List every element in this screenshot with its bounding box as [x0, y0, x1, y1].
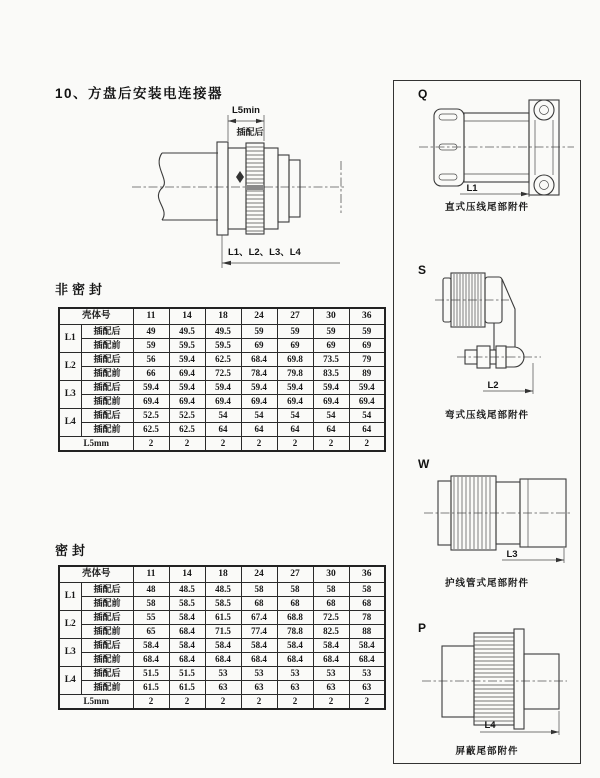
- condition-label-before: 插配前: [81, 653, 133, 667]
- dim-value-cell: 68: [277, 597, 313, 611]
- shell-number-cell: 11: [133, 566, 169, 583]
- dim-value-cell: 69.4: [169, 395, 205, 409]
- dim-value-cell: 69.4: [277, 395, 313, 409]
- dim-label-l3: L3: [506, 549, 518, 560]
- dimension-row: [59, 639, 385, 653]
- condition-label-before: 插配前: [81, 367, 133, 381]
- dim-value-cell: 68: [349, 597, 385, 611]
- dim-value-cell: 63: [205, 681, 241, 695]
- dim-value-cell: 49.5: [169, 325, 205, 339]
- shell-number-cell: 14: [169, 308, 205, 325]
- dim-group-label: L4: [59, 667, 81, 695]
- dim-value-cell: 69: [349, 339, 385, 353]
- dimension-row: [59, 325, 385, 339]
- dimension-row: [59, 409, 385, 423]
- condition-label-before: 插配前: [81, 597, 133, 611]
- dim-group-label: L3: [59, 639, 81, 667]
- dim-value-cell: 53: [313, 667, 349, 681]
- table-header-row: [59, 566, 385, 583]
- dim-value-cell: 58.4: [169, 611, 205, 625]
- dim-value-cell: 89: [349, 367, 385, 381]
- dimension-row: [59, 583, 385, 597]
- attachment-letter-w: W: [418, 457, 430, 471]
- condition-label-after: 插配后: [81, 639, 133, 653]
- attachment-caption-s: 弯式压线尾部附件: [444, 410, 529, 421]
- shell-number-cell: 18: [205, 308, 241, 325]
- main-connector-drawing: [128, 103, 350, 271]
- dim-value-cell: 58.4: [313, 639, 349, 653]
- dim-label-l5min: L5min: [232, 105, 260, 116]
- shell-number-cell: 24: [241, 566, 277, 583]
- dim-group-label: L2: [59, 353, 81, 381]
- shell-number-cell: 27: [277, 566, 313, 583]
- dim-value-cell: 54: [313, 409, 349, 423]
- shell-number-header: 壳体号: [59, 566, 133, 583]
- dim-value-cell: 54: [205, 409, 241, 423]
- dimension-row: [59, 353, 385, 367]
- l5-value-cell: 2: [133, 695, 169, 710]
- centerline: [132, 161, 346, 213]
- dim-value-cell: 54: [349, 409, 385, 423]
- dim-value-cell: 68: [241, 597, 277, 611]
- dim-value-cell: 62.5: [205, 353, 241, 367]
- dim-value-cell: 78: [349, 611, 385, 625]
- tail-attachments-panel: [393, 80, 581, 764]
- condition-label-before: 插配前: [81, 681, 133, 695]
- l5-value-cell: 2: [133, 437, 169, 452]
- dim-value-cell: 77.4: [241, 625, 277, 639]
- dim-value-cell: 69: [241, 339, 277, 353]
- l5-footer-row: [59, 695, 385, 710]
- l5-footer-row: [59, 437, 385, 452]
- table-header-row: [59, 308, 385, 325]
- condition-label-after: 插配后: [81, 353, 133, 367]
- dim-value-cell: 59: [277, 325, 313, 339]
- dim-value-cell: 53: [349, 667, 385, 681]
- dim-label-l4: L4: [484, 720, 496, 731]
- condition-label-before: 插配前: [81, 395, 133, 409]
- attachment-caption-p: 屏蔽尾部附件: [455, 746, 519, 757]
- condition-label-after: 插配后: [81, 667, 133, 681]
- shielded-adapter-drawing: [412, 627, 572, 739]
- dimension-l1: [460, 183, 529, 197]
- panel-break: [158, 153, 218, 220]
- shell-number-cell: 27: [277, 308, 313, 325]
- dim-value-cell: 68.4: [133, 653, 169, 667]
- dim-value-cell: 54: [277, 409, 313, 423]
- dim-value-cell: 59.4: [277, 381, 313, 395]
- dim-value-cell: 71.5: [205, 625, 241, 639]
- dim-value-cell: 78.8: [277, 625, 313, 639]
- dimension-row: [59, 339, 385, 353]
- dimension-row: [59, 423, 385, 437]
- dim-value-cell: 62.5: [133, 423, 169, 437]
- flange-plate: [217, 142, 228, 235]
- dim-value-cell: 82.5: [313, 625, 349, 639]
- dim-value-cell: 68.4: [313, 653, 349, 667]
- dim-value-cell: 59.5: [169, 339, 205, 353]
- dim-group-label: L2: [59, 611, 81, 639]
- dim-value-cell: 68: [313, 597, 349, 611]
- clamp-barrel: [464, 113, 529, 182]
- dim-value-cell: 58.5: [205, 597, 241, 611]
- dim-value-cell: 58.4: [169, 639, 205, 653]
- dim-value-cell: 58: [313, 583, 349, 597]
- l5-label-cell: L5mm: [59, 695, 133, 710]
- attachment-caption-w: 护线管式尾部附件: [444, 578, 529, 589]
- page-title: 10、方盘后安装电连接器: [55, 86, 224, 101]
- dimension-row: [59, 625, 385, 639]
- dim-value-cell: 58: [349, 583, 385, 597]
- dimension-l4: [480, 711, 559, 735]
- sealed-dimension-table: [58, 565, 386, 710]
- condition-label-after: 插配后: [81, 409, 133, 423]
- dim-value-cell: 61.5: [169, 681, 205, 695]
- dim-value-cell: 63: [241, 681, 277, 695]
- dim-value-cell: 69.4: [349, 395, 385, 409]
- dim-value-cell: 58.4: [241, 639, 277, 653]
- dim-value-cell: 63: [349, 681, 385, 695]
- dim-value-cell: 79: [349, 353, 385, 367]
- dim-value-cell: 59: [133, 339, 169, 353]
- dim-value-cell: 49: [133, 325, 169, 339]
- condition-label-before: 插配前: [81, 339, 133, 353]
- dim-value-cell: 69.4: [313, 395, 349, 409]
- adapter-body: [442, 629, 559, 729]
- dim-value-cell: 64: [277, 423, 313, 437]
- dim-value-cell: 69.8: [277, 353, 313, 367]
- attachment-letter-s: S: [418, 263, 427, 277]
- dim-value-cell: 63: [313, 681, 349, 695]
- tube-adapter-drawing: [412, 463, 572, 565]
- dim-value-cell: 67.4: [241, 611, 277, 625]
- dim-label-l1: L1: [466, 183, 478, 194]
- dim-value-cell: 59.4: [133, 381, 169, 395]
- saddle-screws: [529, 100, 559, 195]
- condition-label-after: 插配后: [81, 325, 133, 339]
- shell-number-cell: 18: [205, 566, 241, 583]
- elbow-clamp-drawing: [409, 267, 569, 399]
- condition-label-before: 插配前: [81, 625, 133, 639]
- dim-value-cell: 88: [349, 625, 385, 639]
- dim-value-cell: 51.5: [169, 667, 205, 681]
- dim-value-cell: 72.5: [313, 611, 349, 625]
- dimension-l1-l4: [222, 235, 340, 268]
- shell-number-cell: 24: [241, 308, 277, 325]
- dim-value-cell: 69.4: [169, 367, 205, 381]
- dim-value-cell: 68.4: [241, 353, 277, 367]
- index-diamond-marker: [236, 171, 244, 183]
- knurl-ridges: [474, 637, 514, 721]
- dim-value-cell: 62.5: [169, 423, 205, 437]
- section-label-sealed: 密封: [55, 543, 90, 558]
- section-label-unsealed: 非密封: [55, 282, 107, 297]
- dim-value-cell: 53: [241, 667, 277, 681]
- dim-value-cell: 68.4: [169, 625, 205, 639]
- attachment-letter-p: P: [418, 621, 427, 635]
- shell-number-cell: 30: [313, 308, 349, 325]
- dim-group-label: L4: [59, 409, 81, 437]
- dimension-row: [59, 681, 385, 695]
- knurled-coupling-ring: [246, 143, 264, 234]
- l5-value-cell: 2: [169, 437, 205, 452]
- dim-value-cell: 59.4: [349, 381, 385, 395]
- dim-value-cell: 52.5: [169, 409, 205, 423]
- dim-value-cell: 69.4: [133, 395, 169, 409]
- dim-label-after-mating: 插配后: [236, 127, 264, 137]
- dim-value-cell: 69: [313, 339, 349, 353]
- dim-value-cell: 59: [349, 325, 385, 339]
- shell-number-cell: 14: [169, 566, 205, 583]
- dim-value-cell: 58: [277, 583, 313, 597]
- l5-value-cell: 2: [349, 437, 385, 452]
- dim-value-cell: 48.5: [169, 583, 205, 597]
- attachment-caption-q: 直式压线尾部附件: [444, 202, 529, 213]
- dim-value-cell: 69.4: [205, 395, 241, 409]
- dim-value-cell: 64: [205, 423, 241, 437]
- attachment-letter-q: Q: [418, 87, 428, 101]
- dimension-row: [59, 653, 385, 667]
- dim-value-cell: 59.4: [169, 381, 205, 395]
- dim-value-cell: 68.4: [169, 653, 205, 667]
- dim-value-cell: 59.4: [169, 353, 205, 367]
- dim-value-cell: 61.5: [205, 611, 241, 625]
- dim-value-cell: 65: [133, 625, 169, 639]
- dim-value-cell: 53: [277, 667, 313, 681]
- dim-value-cell: 79.8: [277, 367, 313, 381]
- dim-value-cell: 58: [241, 583, 277, 597]
- unsealed-dimension-table: [58, 307, 386, 452]
- dim-value-cell: 64: [349, 423, 385, 437]
- dim-value-cell: 68.4: [205, 653, 241, 667]
- shell-number-cell: 36: [349, 566, 385, 583]
- dim-value-cell: 56: [133, 353, 169, 367]
- dim-value-cell: 53: [205, 667, 241, 681]
- dim-value-cell: 58.4: [133, 639, 169, 653]
- l5-value-cell: 2: [205, 437, 241, 452]
- dim-value-cell: 59.4: [241, 381, 277, 395]
- dim-value-cell: 68.8: [277, 611, 313, 625]
- dim-value-cell: 51.5: [133, 667, 169, 681]
- dim-value-cell: 69.4: [241, 395, 277, 409]
- condition-label-after: 插配后: [81, 381, 133, 395]
- dim-value-cell: 64: [313, 423, 349, 437]
- dimension-row: [59, 381, 385, 395]
- dim-value-cell: 63: [277, 681, 313, 695]
- condition-label-after: 插配后: [81, 611, 133, 625]
- l5-value-cell: 2: [241, 695, 277, 710]
- dim-value-cell: 58.4: [205, 639, 241, 653]
- dim-value-cell: 58: [133, 597, 169, 611]
- l5-value-cell: 2: [277, 437, 313, 452]
- l5-value-cell: 2: [313, 695, 349, 710]
- dim-value-cell: 52.5: [133, 409, 169, 423]
- shell-number-header: 壳体号: [59, 308, 133, 325]
- dim-value-cell: 68.4: [349, 653, 385, 667]
- dimension-l3: [502, 548, 564, 563]
- shell-number-cell: 36: [349, 308, 385, 325]
- shell-number-cell: 30: [313, 566, 349, 583]
- dim-value-cell: 58.4: [349, 639, 385, 653]
- dim-value-cell: 48: [133, 583, 169, 597]
- clamp-nut: [434, 109, 464, 186]
- l5-label-cell: L5mm: [59, 437, 133, 452]
- l5-value-cell: 2: [169, 695, 205, 710]
- condition-label-after: 插配后: [81, 583, 133, 597]
- dim-value-cell: 48.5: [205, 583, 241, 597]
- dim-value-cell: 78.4: [241, 367, 277, 381]
- l5-value-cell: 2: [277, 695, 313, 710]
- dim-label-l2: L2: [487, 380, 499, 391]
- dim-value-cell: 68.4: [241, 653, 277, 667]
- dim-value-cell: 59: [241, 325, 277, 339]
- dimension-row: [59, 367, 385, 381]
- dim-value-cell: 68.4: [277, 653, 313, 667]
- dim-group-label: L3: [59, 381, 81, 409]
- dim-value-cell: 61.5: [133, 681, 169, 695]
- condition-label-before: 插配前: [81, 423, 133, 437]
- dim-label-l1-l4: L1、L2、L3、L4: [228, 247, 301, 258]
- dim-value-cell: 72.5: [205, 367, 241, 381]
- dim-value-cell: 66: [133, 367, 169, 381]
- dim-value-cell: 54: [241, 409, 277, 423]
- dim-value-cell: 83.5: [313, 367, 349, 381]
- dim-value-cell: 59: [313, 325, 349, 339]
- dimension-row: [59, 667, 385, 681]
- l5-value-cell: 2: [349, 695, 385, 710]
- dimension-row: [59, 611, 385, 625]
- dimension-l5min: [228, 105, 264, 141]
- straight-clamp-drawing: [414, 97, 579, 197]
- dim-value-cell: 59.5: [205, 339, 241, 353]
- dim-value-cell: 58.4: [277, 639, 313, 653]
- dimension-row: [59, 395, 385, 409]
- l5-value-cell: 2: [205, 695, 241, 710]
- dim-value-cell: 69: [277, 339, 313, 353]
- dim-group-label: L1: [59, 583, 81, 611]
- dim-value-cell: 49.5: [205, 325, 241, 339]
- elbow-arm: [494, 279, 515, 350]
- dim-value-cell: 55: [133, 611, 169, 625]
- dim-value-cell: 59.4: [205, 381, 241, 395]
- shell-number-cell: 11: [133, 308, 169, 325]
- dimension-row: [59, 597, 385, 611]
- dim-value-cell: 59.4: [313, 381, 349, 395]
- dim-value-cell: 64: [241, 423, 277, 437]
- dim-group-label: L1: [59, 325, 81, 353]
- dim-value-cell: 58.5: [169, 597, 205, 611]
- dim-value-cell: 73.5: [313, 353, 349, 367]
- l5-value-cell: 2: [313, 437, 349, 452]
- l5-value-cell: 2: [241, 437, 277, 452]
